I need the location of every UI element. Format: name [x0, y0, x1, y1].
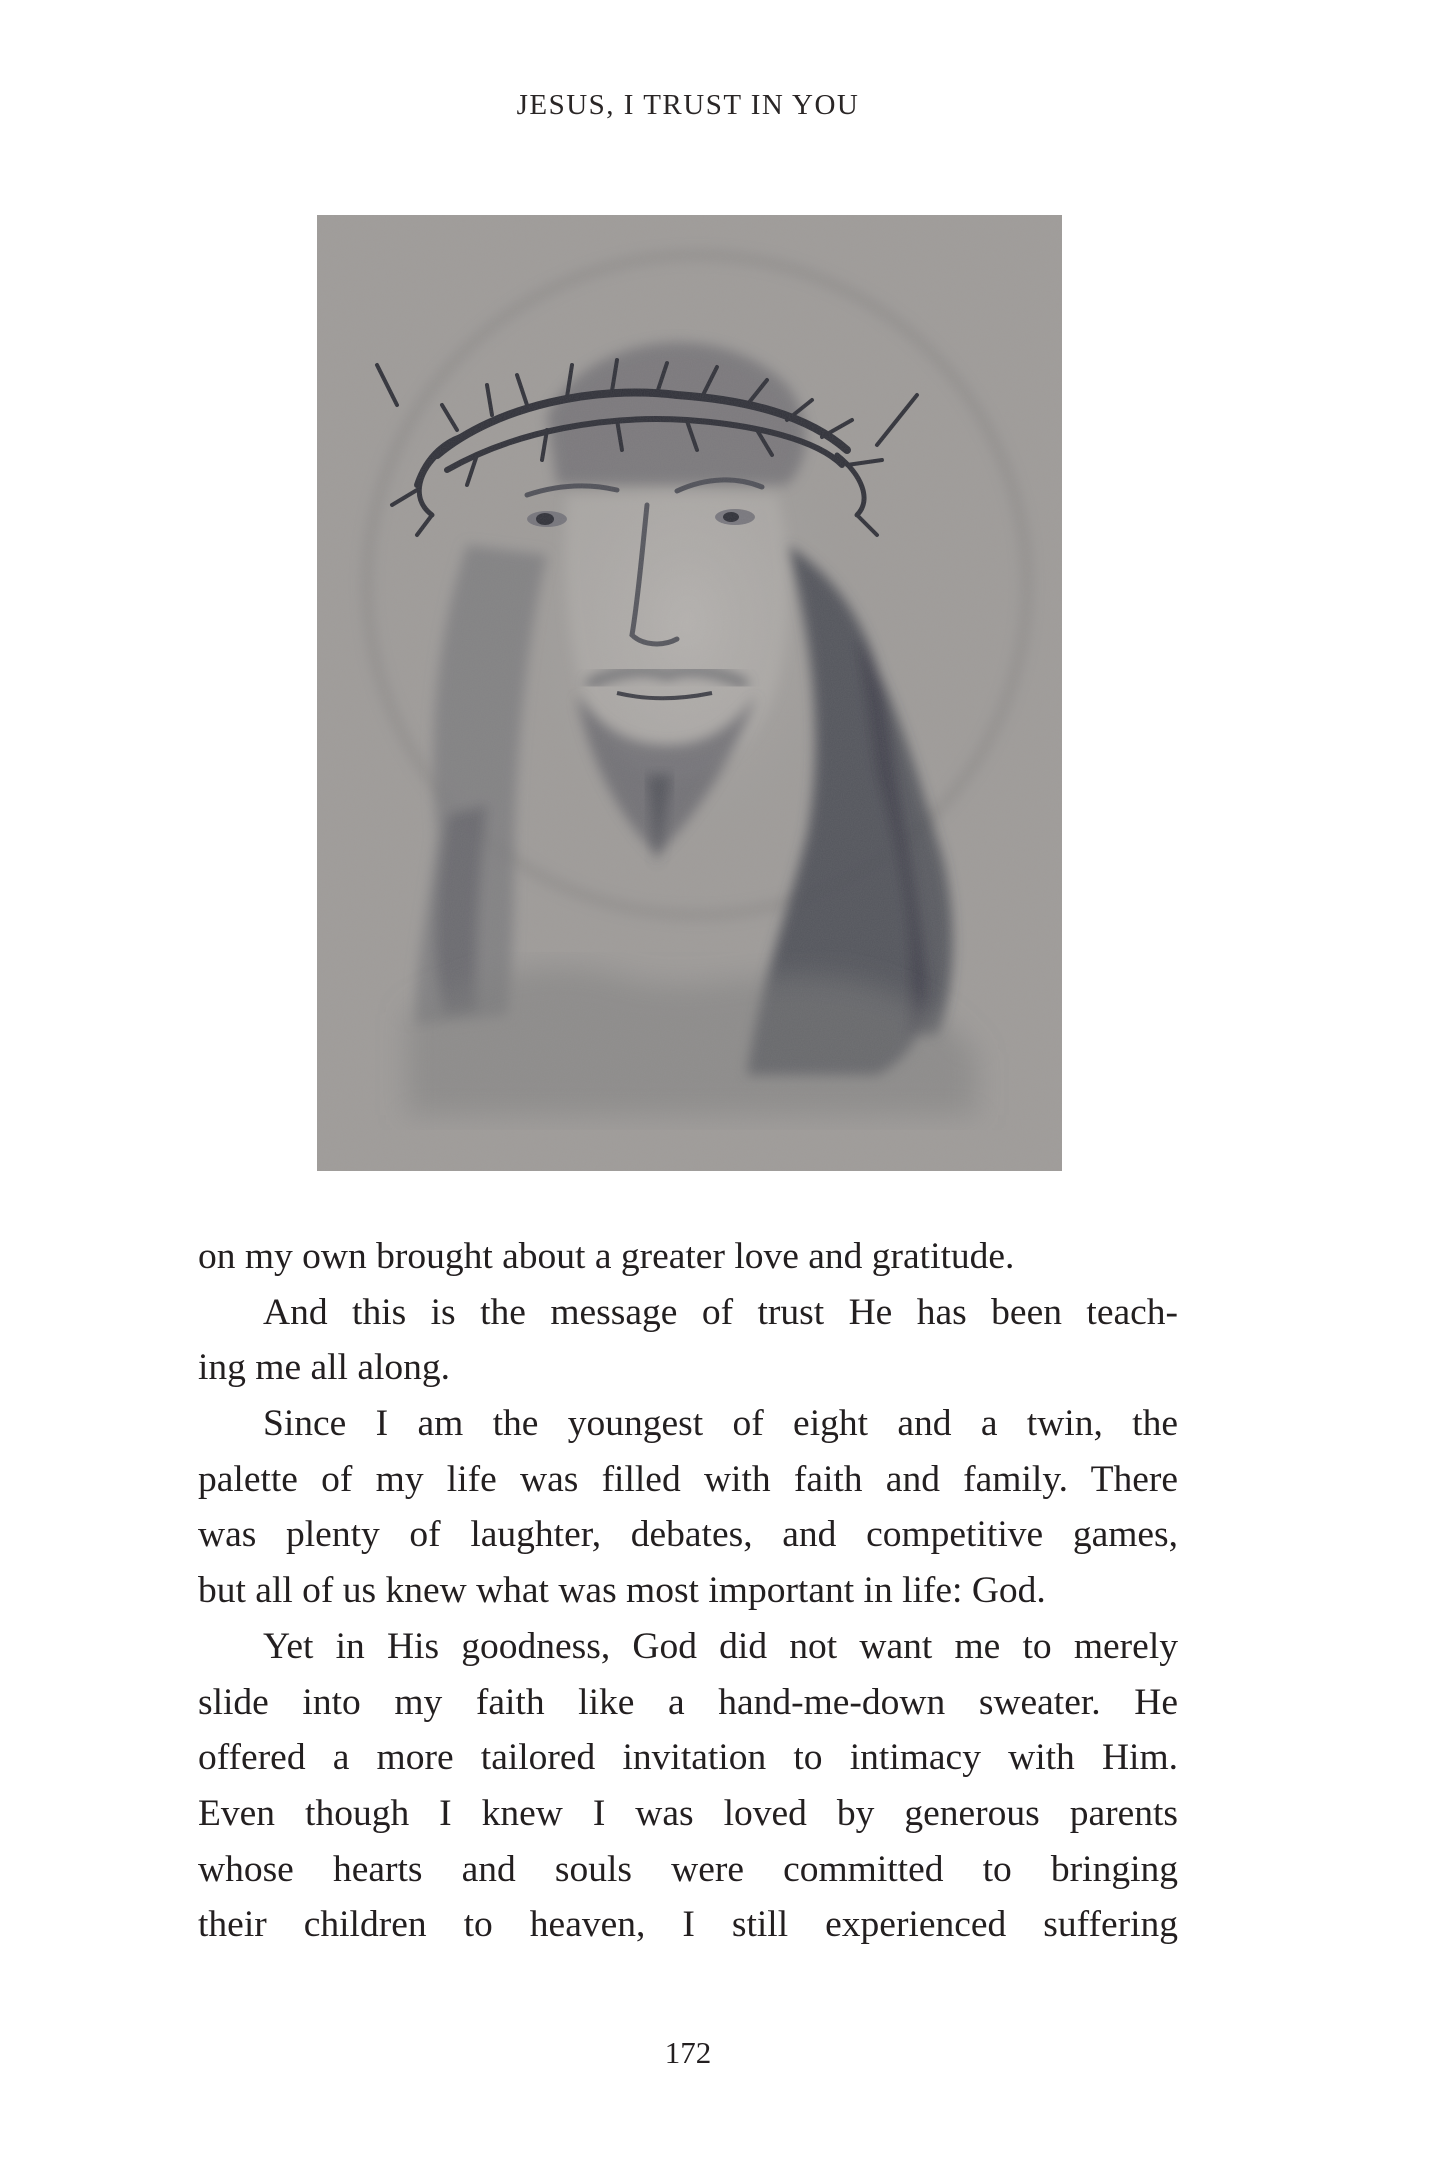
- text-line: And this is the message of trust He has been teach-: [263, 1291, 1178, 1333]
- text-line: Since I am the youngest of eight and a twin, the: [263, 1403, 1178, 1445]
- page-number: 172: [664, 2035, 712, 2070]
- text-line: palette of my life was filled with faith and family. There: [198, 1458, 1178, 1500]
- text-line: on my own brought about a greater love and gratitude.: [198, 1236, 1015, 1277]
- text-line: slide into my faith like a hand-me-down sweater. He: [198, 1681, 1178, 1723]
- body-text: [198, 1229, 1178, 1953]
- text-line: was plenty of laughter, debates, and competitive games,: [198, 1514, 1178, 1556]
- text-line: offered a more tailored invitation to intimacy with Him.: [198, 1737, 1178, 1779]
- illustration-jesus-portrait: [317, 215, 1062, 1171]
- text-line: their children to heaven, I still experienced suffering: [198, 1904, 1178, 1946]
- text-line: Yet in His goodness, God did not want me to merely: [263, 1625, 1178, 1667]
- running-head: JESUS, I TRUST IN YOU: [516, 89, 860, 121]
- text-line: whose hearts and souls were committed to bringing: [198, 1848, 1178, 1890]
- text-line: ing me all along.: [198, 1347, 451, 1389]
- text-line: Even though I knew I was loved by generous parents: [198, 1792, 1178, 1834]
- text-line: but all of us knew what was most important in life: God.: [198, 1570, 1046, 1612]
- portrait-painting: [317, 215, 1062, 1171]
